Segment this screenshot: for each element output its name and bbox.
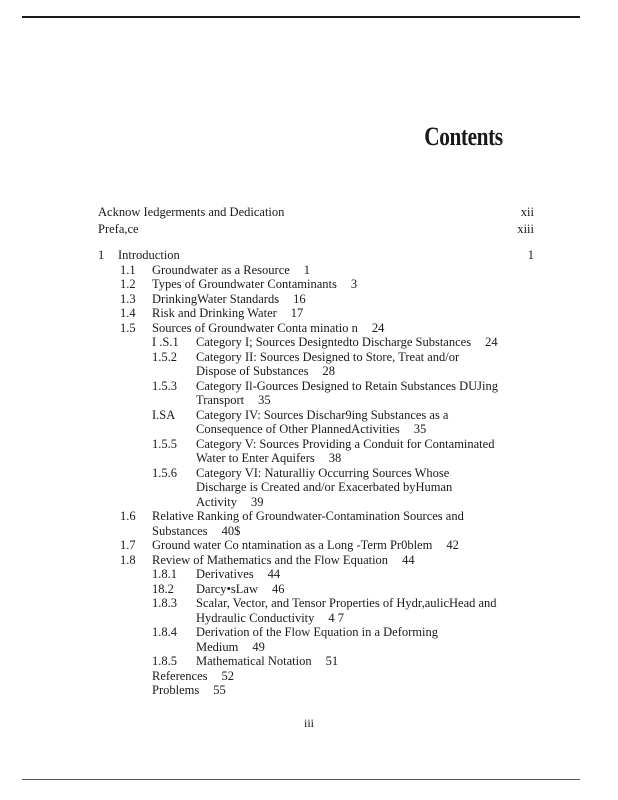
toc-label: Prefa,ce (98, 221, 139, 236)
toc-entry-text: Derivatives (196, 567, 254, 581)
toc-entry-label (98, 292, 534, 307)
toc-entry-page: 44 (402, 552, 415, 567)
toc-entry-number: 1.5.3 (152, 378, 177, 393)
toc-entry-number: 1.8.5 (152, 654, 177, 668)
toc-entry-label (98, 553, 534, 568)
chapter-number: 1 (98, 248, 105, 262)
toc-entry-text: DrinkingWater Standards (152, 291, 280, 306)
toc-page: xii (520, 205, 534, 219)
toc-entry-number: 1.5.6 (152, 465, 177, 480)
toc-entry-number: 1.8.3 (152, 596, 177, 610)
page-number: iii (303, 716, 314, 730)
toc-entry-page: 28 (322, 364, 335, 378)
toc-entry-text: Derivation of the Flow Equation in a Deforming Medium (196, 625, 438, 654)
toc-entry (98, 292, 534, 307)
toc-entry-number: 1.5.5 (152, 436, 177, 451)
toc-entry-page: 52 (221, 668, 235, 683)
toc-entry (98, 466, 534, 510)
toc-entry-page: 51 (325, 654, 339, 668)
toc-entry-page: 38 (328, 451, 342, 465)
toc-entry-text: Risk and Drinking Water (152, 306, 277, 320)
toc-entry-page: 3 (350, 277, 358, 291)
toc-chapter (98, 248, 534, 263)
toc-entry (98, 379, 534, 408)
toc-entry-text: Darcy•sLaw (196, 581, 258, 596)
toc-entry-page: 46 (272, 581, 285, 596)
chapter-page: 1 (527, 248, 534, 262)
toc-entry-number: 1.5.2 (152, 349, 177, 364)
toc-front-item (98, 205, 534, 220)
toc-entry-number: 1.2 (120, 277, 136, 291)
toc-entry (98, 509, 534, 538)
toc-entry-page: 1 (303, 262, 311, 277)
toc-entry-text: Groundwater as a Resource (152, 262, 290, 277)
toc-entry-page: 35 (413, 422, 427, 436)
toc-entry-text: Scalar, Vector, and Tensor Properties of Hydr,aulicHead and Hydraulic Conductivity (196, 596, 497, 625)
toc-entry-number: 1.8 (120, 552, 136, 567)
toc-entry (98, 538, 534, 553)
toc-entry-text: Category II: Sources Designed to Store, Treat and/or Dispose of Substances (196, 349, 460, 378)
toc-entry-number: 1.3 (120, 291, 136, 306)
toc-entry (98, 263, 534, 278)
toc-entry-page: 24 (371, 320, 385, 335)
toc-entry (98, 335, 534, 350)
toc-entry (98, 277, 534, 292)
toc-entry-text: Review of Mathematics and the Flow Equation (152, 552, 389, 567)
toc-entry-page: 17 (290, 306, 304, 320)
toc-entry-label (98, 669, 534, 684)
toc-entry-number: I .S.1 (152, 335, 179, 349)
toc-entry-page: 40$ (221, 523, 241, 538)
toc-entry-number: 1.6 (120, 509, 136, 523)
toc-entry-label (98, 509, 534, 538)
toc-entry-label (98, 321, 534, 336)
top-rule (22, 16, 580, 18)
chapter-title: Introduction (118, 248, 180, 262)
toc-entry-page: 49 (252, 639, 265, 654)
toc-entry-page: 35 (258, 393, 271, 407)
toc-entry (98, 654, 534, 669)
toc-entry-page: 55 (213, 683, 226, 697)
toc-entry-text: References (152, 668, 208, 683)
toc-entry-text: Ground water Co ntamination as a Long -Term Pr0blem (152, 538, 433, 552)
toc-entry-number: 1.4 (120, 306, 136, 320)
toc-entry-text: Problems (152, 683, 200, 697)
toc-entry (98, 669, 534, 684)
toc-entry-label (98, 306, 534, 321)
toc-entry (98, 437, 534, 466)
toc-entry-number: 1.1 (120, 262, 136, 277)
toc-entry-number: 1.5 (120, 320, 136, 335)
toc-entry-page: 44 (267, 567, 281, 581)
toc-label: Acknow Iedgerments and Dedication (98, 205, 285, 219)
toc-entry-page: 42 (446, 538, 459, 552)
toc-entry (98, 306, 534, 321)
bottom-rule (22, 779, 580, 780)
toc-entry-number: 18.2 (152, 581, 174, 596)
toc-entry-text: Category Il-Gources Designed to Retain Substances DUJing Transport (196, 378, 499, 407)
toc-entry (98, 582, 534, 597)
toc-entry (98, 553, 534, 568)
toc-page: xiii (517, 221, 534, 236)
toc-entry (98, 567, 534, 582)
toc-entry-text: Relative Ranking of Groundwater-Contamination Sources and Substances (152, 509, 464, 538)
toc-entry (98, 596, 534, 625)
toc-entry-text: Types of Groundwater Contaminants (152, 277, 337, 291)
toc-entry-number: 1.8.4 (152, 625, 177, 639)
toc-front-item (98, 222, 534, 237)
page-title: Contents (424, 122, 503, 151)
toc-entries (98, 263, 534, 698)
toc-entry-number: 1.7 (120, 538, 136, 552)
toc-entry-text: Category IV: Sources Dischar9ing Substances as a Consequence of Other PlannedActivities (196, 407, 449, 436)
table-of-contents (98, 205, 534, 698)
toc-entry (98, 350, 534, 379)
toc-entry-text: Category I; Sources Designtedto Discharge Substances (196, 335, 472, 349)
toc-entry-text: Category V: Sources Providing a Conduit for Contaminated Water to Enter Aquifers (196, 436, 495, 465)
toc-entry-text: Sources of Groundwater Conta minatio n (152, 320, 358, 335)
toc-entry-number: I.SA (152, 407, 176, 422)
toc-entry-number: 1.8.1 (152, 567, 177, 581)
toc-entry (98, 625, 534, 654)
toc-entry-label (98, 277, 534, 292)
toc-entry (98, 408, 534, 437)
toc-entry-label (98, 263, 534, 278)
toc-entry-page: 39 (250, 494, 264, 509)
toc-entry-label (98, 683, 534, 698)
toc-entry-label (98, 538, 534, 553)
toc-entry (98, 321, 534, 336)
toc-entry-page: 16 (293, 291, 306, 306)
toc-entry-text: Mathematical Notation (196, 654, 312, 668)
toc-entry-page: 24 (485, 335, 498, 349)
toc-entry-text: Category VI: Naturalliy Occurring Sources Whose Discharge is Created and/or Exacerbated byHuman Activity (196, 465, 453, 509)
toc-entry (98, 683, 534, 698)
toc-entry-page: 4 7 (328, 610, 345, 625)
